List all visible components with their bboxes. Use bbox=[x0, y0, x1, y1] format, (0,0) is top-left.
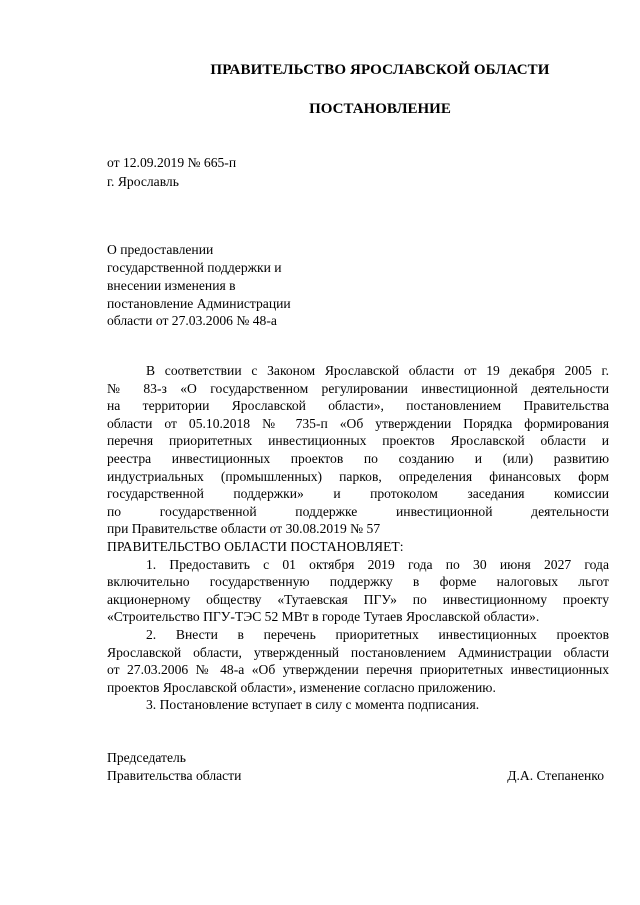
preamble-line: № 83-з «О государственном регулировании инвестиционной деятельности bbox=[107, 380, 609, 396]
city: г. Ярославль bbox=[107, 174, 179, 189]
date-number: от 12.09.2019 № 665-п bbox=[107, 155, 237, 170]
item-1-line: «Строительство ПГУ-ТЭС 52 МВт в городе Тутаев Ярославской области». bbox=[107, 609, 540, 625]
preamble-line: В соответствии с Законом Ярославской области от 19 декабря 2005 г. bbox=[146, 363, 609, 378]
subject-line: государственной поддержки и bbox=[107, 260, 282, 275]
subject-line: области от 27.03.2006 № 48-а bbox=[107, 313, 277, 328]
preamble-line: по государственной поддержке инвестиционной деятельности bbox=[107, 503, 609, 519]
preamble-line: индустриальных (промышленных) парков, определения финансовых форм bbox=[107, 468, 609, 484]
item-2-line: Ярославской области, утвержденный постановлением Администрации области bbox=[107, 644, 609, 660]
document-type-title: ПОСТАНОВЛЕНИЕ bbox=[309, 101, 451, 117]
signatory-position: Правительства области bbox=[107, 768, 242, 783]
signatory-name: Д.А. Степаненко bbox=[507, 768, 604, 783]
subject-line: внесении изменения в bbox=[107, 278, 236, 293]
preamble-line: на территории Ярославской области», постановлением Правительства bbox=[107, 398, 609, 414]
preamble-line: области от 05.10.2018 № 735-п «Об утверждении Порядка формирования bbox=[107, 415, 609, 431]
item-1-line: 1. Предоставить с 01 октября 2019 года по 30 июня 2027 года bbox=[146, 556, 609, 572]
item-1-line: включительно государственную поддержку в форме налоговых льгот bbox=[107, 574, 609, 590]
item-2-line: 2. Внести в перечень приоритетных инвестиционных проектов bbox=[146, 626, 609, 642]
signatory-position: Председатель bbox=[107, 750, 186, 765]
preamble-line: при Правительстве области от 30.08.2019 № 57 bbox=[107, 521, 381, 537]
item-3-line: 3. Постановление вступает в силу с момента подписания. bbox=[146, 697, 480, 713]
item-2-line: от 27.03.2006 № 48-а «Об утверждении перечня приоритетных инвестиционных bbox=[107, 662, 609, 678]
subject-line: постановление Администрации bbox=[107, 296, 291, 311]
item-2-line: проектов Ярославской области», изменение согласно приложению. bbox=[107, 679, 496, 695]
preamble-line: государственной поддержки» и протоколом заседания комиссии bbox=[107, 486, 609, 502]
preamble-line: перечня приоритетных инвестиционных проектов Ярославской области и bbox=[107, 433, 609, 449]
subject-line: О предоставлении bbox=[107, 242, 214, 257]
resolution-heading: ПРАВИТЕЛЬСТВО ОБЛАСТИ ПОСТАНОВЛЯЕТ: bbox=[107, 538, 404, 554]
preamble-line: реестра инвестиционных проектов по созданию и (или) развитию bbox=[107, 450, 609, 466]
item-1-line: акционерному обществу «Тутаевская ПГУ» по инвестиционному проекту bbox=[107, 591, 609, 607]
document-body bbox=[107, 362, 609, 714]
government-title: ПРАВИТЕЛЬСТВО ЯРОСЛАВСКОЙ ОБЛАСТИ bbox=[210, 62, 550, 78]
